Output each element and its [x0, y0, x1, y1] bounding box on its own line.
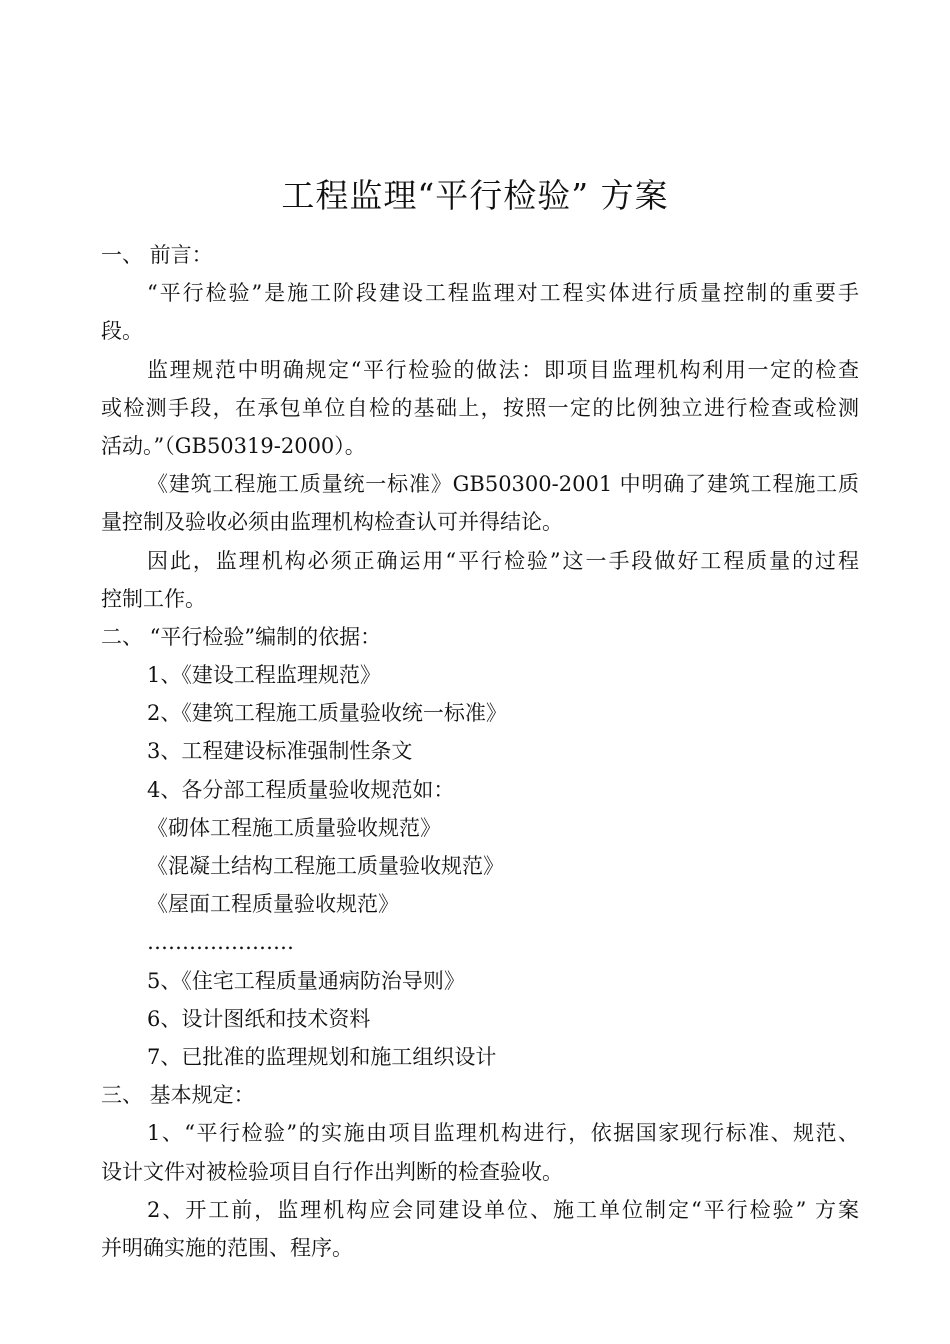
text-line: 量控制及验收必须由监理机构检查认可并得结论。 — [101, 510, 563, 535]
section-heading: 二、 “平行检验”编制的依据： — [101, 624, 382, 649]
text-line: 设计文件对被检验项目自行作出判断的检查验收。 — [101, 1159, 563, 1184]
text-line: 2、开工前，监理机构应会同建设单位、施工单位制定“平行检验” 方案 — [147, 1197, 859, 1222]
text-line: 1、《建设工程监理规范》 — [147, 663, 381, 688]
text-line: 并明确实施的范围、程序。 — [101, 1235, 353, 1260]
text-line: 控制工作。 — [101, 586, 206, 611]
text-line: “平行检验”是施工阶段建设工程监理对工程实体进行质量控制的重要手 — [147, 281, 859, 306]
document-title: 工程监理“平行检验” 方案 — [281, 176, 669, 215]
text-line: 《砌体工程施工质量验收规范》 — [147, 815, 441, 840]
text-line: 7、已批准的监理规划和施工组织设计 — [147, 1044, 497, 1069]
text-line: 监理规范中明确规定“平行检验的做法：即项目监理机构利用一定的检查 — [147, 357, 859, 382]
text-line: ………………… — [147, 930, 294, 955]
section-heading: 一、 前言： — [101, 243, 213, 267]
text-line: 2、《建筑工程施工质量验收统一标准》 — [147, 701, 507, 726]
text-line: 《建筑工程施工质量统一标准》GB50300-2001 中明确了建筑工程施工质 — [147, 472, 859, 497]
text-line: 3、工程建设标准强制性条文 — [147, 739, 413, 764]
document-body — [101, 236, 859, 1267]
section-heading: 三、 基本规定： — [101, 1083, 255, 1108]
text-line: 或检测手段，在承包单位自检的基础上，按照一定的比例独立进行检查或检测 — [101, 395, 859, 420]
text-line: 《屋面工程质量验收规范》 — [147, 892, 399, 917]
text-line: 5、《住宅工程质量通病防治导则》 — [147, 968, 465, 993]
text-line: 1、“平行检验”的实施由项目监理机构进行，依据国家现行标准、规范、 — [147, 1121, 859, 1146]
text-line: 因此，监理机构必须正确运用“平行检验”这一手段做好工程质量的过程 — [147, 548, 859, 573]
text-line: 4、各分部工程质量验收规范如： — [147, 777, 455, 802]
text-line: 段。 — [101, 319, 143, 344]
text-line: 活动。”（GB50319-2000）。 — [101, 433, 366, 458]
text-line: 《混凝土结构工程施工质量验收规范》 — [147, 854, 504, 878]
text-line: 6、设计图纸和技术资料 — [147, 1006, 371, 1031]
